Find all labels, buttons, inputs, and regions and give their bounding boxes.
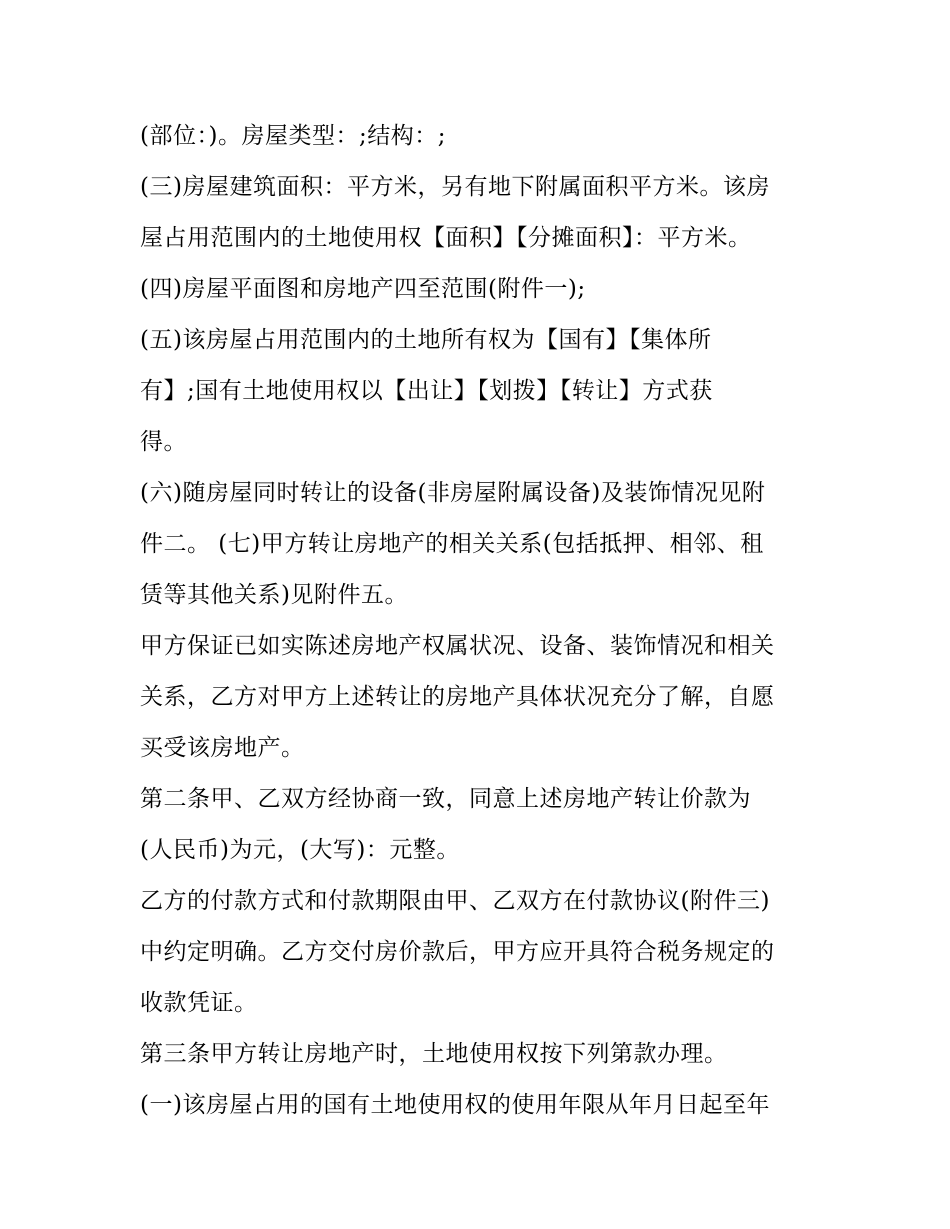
text-line: 赁等其他关系)见附件五。 <box>140 582 408 608</box>
text-line: (六)随房屋同时转让的设备(非房屋附属设备)及装饰情况见附 <box>140 480 766 506</box>
text-line: (一)该房屋占用的国有土地使用权的使用年限从年月日起至年 <box>140 1092 770 1118</box>
text-line: 屋占用范围内的土地使用权【面积】【分摊面积】：平方米。 <box>140 225 752 251</box>
text-line: (人民币)为元，(大写)：元整。 <box>140 837 460 863</box>
text-line: (五)该房屋占用范围内的土地所有权为【国有】【集体所 <box>140 327 712 353</box>
text-line: 有】;国有土地使用权以【出让】【划拨】【转让】方式获 <box>140 378 713 404</box>
text-line: (部位：)。房屋类型：;结构：; <box>140 123 446 149</box>
text-line: 第三条甲方转让房地产时，土地使用权按下列第款办理。 <box>140 1041 728 1067</box>
text-line: 中约定明确。乙方交付房价款后，甲方应开具符合税务规定的 <box>140 939 775 965</box>
text-line: 乙方的付款方式和付款期限由甲、乙双方在付款协议(附件三) <box>140 888 770 914</box>
text-line: 关系，乙方对甲方上述转让的房地产具体状况充分了解，自愿 <box>140 684 775 710</box>
text-line: 甲方保证已如实陈述房地产权属状况、设备、装饰情况和相关 <box>140 633 775 659</box>
text-line: 买受该房地产。 <box>140 735 305 761</box>
text-line: (四)房屋平面图和房地产四至范围(附件一); <box>140 276 586 302</box>
text-line: 得。 <box>140 429 187 455</box>
text-line: 第二条甲、乙双方经协商一致，同意上述房地产转让价款为 <box>140 786 751 812</box>
text-line: (三)房屋建筑面积：平方米，另有地下附属面积平方米。该房 <box>140 174 770 200</box>
text-line: 收款凭证。 <box>140 990 258 1016</box>
text-line: 件二。 (七)甲方转让房地产的相关关系(包括抵押、相邻、租 <box>140 531 764 557</box>
document-body <box>140 111 830 1131</box>
